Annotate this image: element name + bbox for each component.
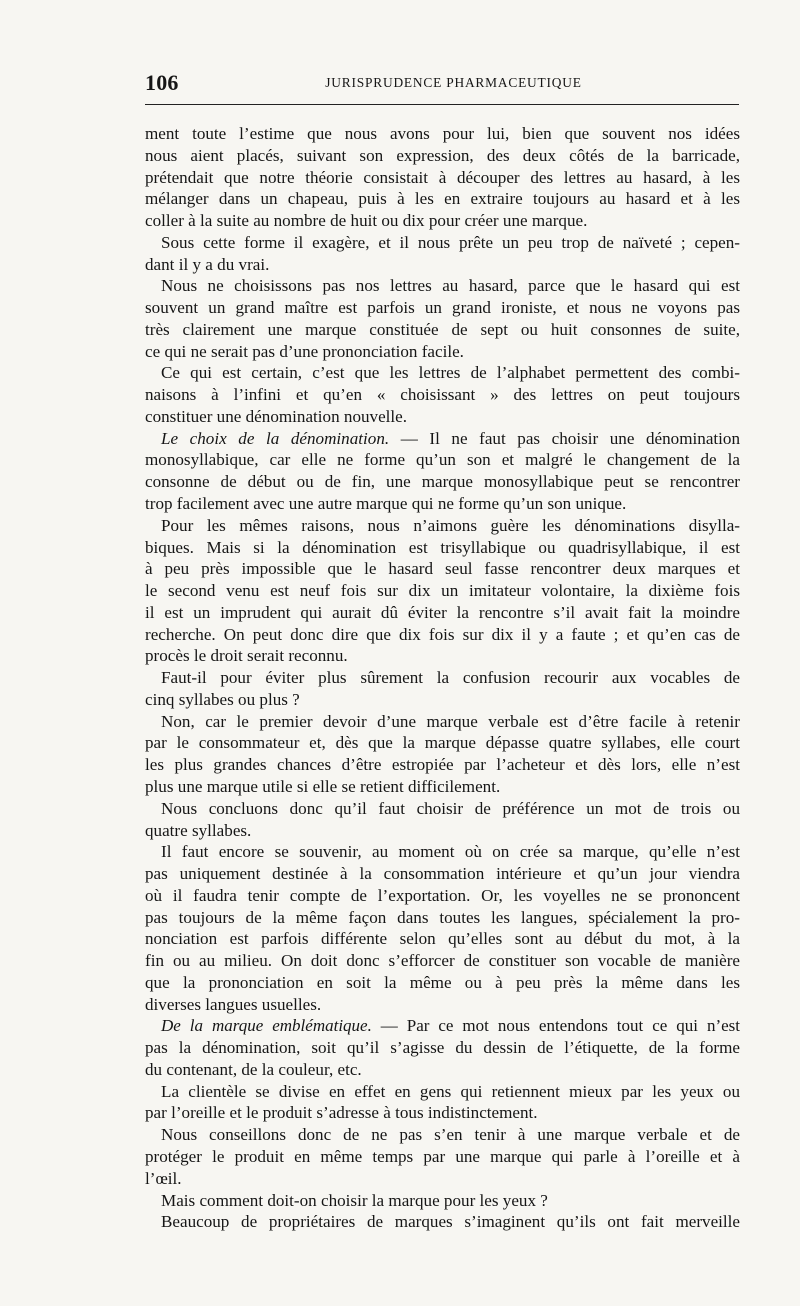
- text-line: [145, 928, 740, 950]
- line-text: à peu près impossible que le hasard seul fasse rencontrer deux marques et: [145, 559, 740, 579]
- line-text: plus une marque utile si elle se retient difficilement.: [145, 776, 501, 796]
- text-line: [145, 580, 740, 602]
- text-line: [145, 384, 740, 406]
- text-line: [145, 1124, 740, 1146]
- line-text: il est un imprudent qui aurait dû éviter la rencontre s’il avait fait la moindre: [145, 602, 740, 622]
- line-text: prétendait que notre théorie consistait à découper des lettres au hasard, à les: [145, 167, 740, 187]
- line-text: ment toute l’estime que nous avons pour lui, bien que souvent nos idées: [145, 124, 740, 143]
- line-text: pas uniquement destinée à la consommation intérieure et qu’un jour viendra: [145, 864, 740, 884]
- line-text: Pour les mêmes raisons, nous n’aimons guère les dénominations disylla-: [161, 515, 740, 535]
- line-text: pas toujours de la même façon dans toutes les langues, spécialement la pro-: [145, 907, 740, 927]
- text-line: [145, 1059, 740, 1081]
- italic-heading: Le choix de la dénomination.: [161, 428, 390, 448]
- text-line: [145, 820, 740, 842]
- line-text: — Par ce mot nous entendons tout ce qui n’est: [371, 1016, 740, 1036]
- line-text: biques. Mais si la dénomination est trisyllabique ou quadrisyllabique, il est: [145, 537, 740, 557]
- text-line: [145, 863, 740, 885]
- line-text: diverses langues usuelles.: [145, 994, 322, 1014]
- text-line: [145, 885, 740, 907]
- text-line: [145, 689, 740, 711]
- line-text: cinq syllabes ou plus ?: [145, 689, 300, 709]
- line-text: ce qui ne serait pas d’une prononciation facile.: [145, 341, 464, 361]
- text-line: [145, 1190, 740, 1212]
- text-line: [145, 754, 740, 776]
- line-text: procès le droit serait reconnu.: [145, 646, 348, 666]
- line-text: Nous ne choisissons pas nos lettres au hasard, parce que le hasard qui est: [161, 276, 740, 296]
- line-text: du contenant, de la couleur, etc.: [145, 1059, 362, 1079]
- line-text: quatre syllabes.: [145, 820, 252, 840]
- line-text: mélanger dans un chapeau, puis à les en extraire toujours au hasard et à les: [145, 189, 740, 209]
- page-number: 106: [145, 70, 179, 95]
- text-line: [145, 123, 740, 145]
- text-line: [145, 558, 740, 580]
- line-text: trop facilement avec une autre marque qui ne forme qu’un son unique.: [145, 494, 627, 514]
- text-line: [145, 145, 740, 167]
- text-line: [145, 297, 740, 319]
- text-line: [145, 449, 740, 471]
- text-line: [145, 406, 740, 428]
- text-line: [145, 732, 740, 754]
- line-text: — Il ne faut pas choisir une dénomination: [389, 428, 740, 448]
- line-text: consonne de début ou de fin, une marque monosyllabique peut se rencontrer: [145, 472, 740, 492]
- line-text: monosyllabique, car elle ne forme qu’un son et malgré le changement de la: [145, 450, 740, 470]
- line-text: Non, car le premier devoir d’une marque verbale est d’être facile à retenir: [161, 711, 740, 731]
- line-text: nous aient placés, suivant son expression, des deux côtés de la barricade,: [145, 145, 740, 165]
- line-text: recherche. On peut donc dire que dix fois sur dix il y a faute ; et qu’en cas de: [145, 624, 740, 644]
- line-text: où il faudra tenir compte de l’exportation. Or, les voyelles ne se prononcent: [145, 885, 740, 905]
- text-line: [145, 319, 740, 341]
- line-text: les plus grandes chances d’être estropiée par l’acheteur et dès lors, elle n’est: [145, 755, 740, 775]
- running-title: JURISPRUDENCE PHARMACEUTIQUE: [325, 75, 582, 90]
- page-header: [145, 70, 740, 96]
- line-text: le second venu est neuf fois sur dix un imitateur volontaire, la dixième fois: [145, 581, 740, 601]
- text-line: [145, 167, 740, 189]
- line-text: protéger le produit en même temps par une marque qui parle à l’oreille et à: [145, 1146, 740, 1166]
- line-text: pas la dénomination, soit qu’il s’agisse du dessin de l’étiquette, de la forme: [145, 1038, 740, 1058]
- text-line: [145, 841, 740, 863]
- line-text: par l’oreille et le produit s’adresse à tous indistinctement.: [145, 1103, 538, 1123]
- text-line: [145, 341, 740, 363]
- line-text: que la prononciation en soit la même ou à peu près la même dans les: [145, 972, 740, 992]
- body-text: [145, 123, 740, 1233]
- line-text: Mais comment doit-on choisir la marque pour les yeux ?: [161, 1190, 548, 1210]
- text-line: [145, 624, 740, 646]
- text-line: [145, 232, 740, 254]
- text-line: [145, 428, 740, 450]
- text-line: [145, 994, 740, 1016]
- text-line: [145, 950, 740, 972]
- text-line: [145, 275, 740, 297]
- line-text: l’œil.: [145, 1168, 182, 1188]
- text-line: [145, 667, 740, 689]
- text-line: [145, 972, 740, 994]
- line-text: constituer une dénomination nouvelle.: [145, 406, 408, 426]
- line-text: Beaucoup de propriétaires de marques s’imaginent qu’ils ont fait merveille: [161, 1212, 740, 1232]
- text-line: [145, 471, 740, 493]
- line-text: Sous cette forme il exagère, et il nous prête un peu trop de naïveté ; cepen-: [161, 232, 740, 252]
- text-line: [145, 515, 740, 537]
- text-line: [145, 1037, 740, 1059]
- line-text: Ce qui est certain, c’est que les lettres de l’alphabet permettent des combi-: [161, 363, 740, 383]
- text-line: [145, 1015, 740, 1037]
- line-text: Il faut encore se souvenir, au moment où on crée sa marque, qu’elle n’est: [161, 842, 740, 862]
- text-line: [145, 537, 740, 559]
- text-line: [145, 1081, 740, 1103]
- line-text: Nous conseillons donc de ne pas s’en tenir à une marque verbale et de: [161, 1125, 740, 1145]
- line-text: fin ou au milieu. On doit donc s’efforcer de constituer son vocable de manière: [145, 951, 740, 971]
- line-text: très clairement une marque constituée de sept ou huit consonnes de suite,: [145, 319, 740, 339]
- text-line: [145, 907, 740, 929]
- line-text: dant il y a du vrai.: [145, 254, 270, 274]
- text-line: [145, 1146, 740, 1168]
- header-rule: [145, 104, 739, 105]
- text-line: [145, 645, 740, 667]
- line-text: naisons à l’infini et qu’en « choisissant » des lettres on peut toujours: [145, 385, 740, 405]
- text-line: [145, 188, 740, 210]
- text-line: [145, 711, 740, 733]
- text-line: [145, 493, 740, 515]
- text-line: [145, 254, 740, 276]
- text-line: [145, 776, 740, 798]
- line-text: Nous concluons donc qu’il faut choisir de préférence un mot de trois ou: [161, 798, 740, 818]
- text-line: [145, 1168, 740, 1190]
- line-text: nonciation est parfois différente selon qu’elles sont au début du mot, à la: [145, 929, 740, 949]
- line-text: Faut-il pour éviter plus sûrement la confusion recourir aux vocables de: [161, 668, 740, 688]
- line-text: coller à la suite au nombre de huit ou dix pour créer une marque.: [145, 211, 588, 231]
- text-line: [145, 1211, 740, 1233]
- text-line: [145, 798, 740, 820]
- text-line: [145, 210, 740, 232]
- line-text: par le consommateur et, dès que la marque dépasse quatre syllabes, elle court: [145, 733, 740, 753]
- line-text: souvent un grand maître est parfois un grand ironiste, et nous ne voyons pas: [145, 298, 740, 318]
- line-text: La clientèle se divise en effet en gens qui retiennent mieux par les yeux ou: [161, 1081, 740, 1101]
- italic-heading: De la marque emblématique.: [161, 1016, 372, 1036]
- text-line: [145, 1102, 740, 1124]
- text-line: [145, 362, 740, 384]
- text-line: [145, 602, 740, 624]
